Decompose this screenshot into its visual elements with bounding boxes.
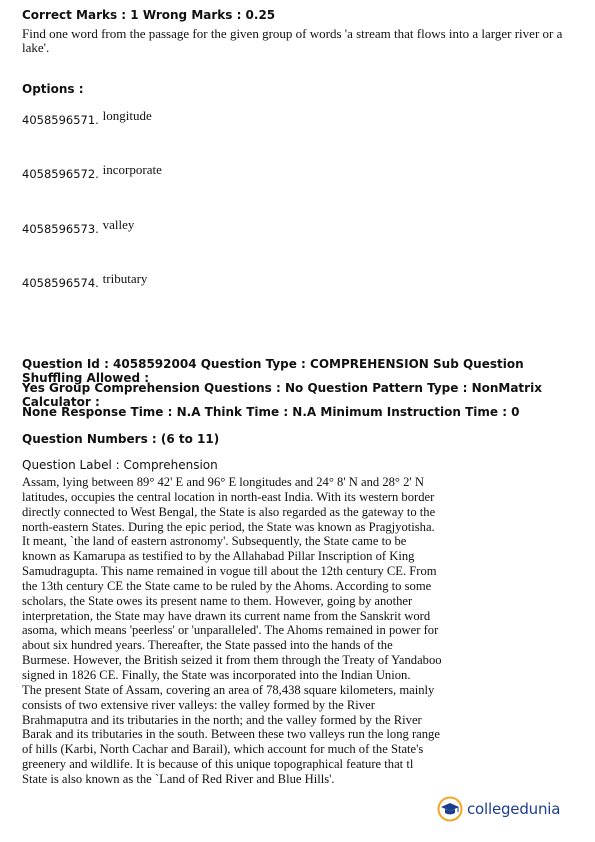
option-2[interactable] — [22, 162, 162, 182]
option-text: valley — [102, 217, 135, 232]
option-text: tributary — [102, 271, 148, 286]
option-4[interactable] — [22, 271, 148, 291]
passage-line: Brahmaputra and its tributaries in the north; and the valley formed by the River — [22, 712, 422, 727]
passage-line: about six hundred years. Thereafter, the State passed into the hands of the — [22, 638, 393, 653]
passage-line: Burmese. However, the British seized it from them through the Treaty of Yandaboo — [22, 653, 442, 668]
passage-line: interpretation, the State may have drawn its current name from the Sanskrit word — [22, 608, 431, 623]
question-text: Find one word from the passage for the given group of words 'a stream that flows into a larger river or a lake'. — [22, 26, 563, 55]
passage-line: known as Kamarupa as testified to by the Allahabad Pillar Inscription of King — [22, 549, 415, 564]
collegedunia-logo[interactable] — [437, 796, 560, 822]
question-meta-line-1: Question Id : 4058592004 Question Type : COMPREHENSION Sub Question Shuffling Allowed : — [22, 357, 524, 385]
passage-line: The present State of Assam, covering an area of 78,438 square kilometers, mainly — [22, 682, 435, 697]
passage-line: greenery and wildlife. It is because of this unique topographical feature that tl — [22, 757, 414, 772]
passage-line: Assam, lying between 89° 42' E and 96° E longitudes and 24° 8' N and 28° 2' N — [22, 475, 424, 489]
question-meta-line-2: Yes Group Comprehension Questions : No Question Pattern Type : NonMatrix Calculator : — [22, 381, 542, 409]
comprehension-passage — [22, 475, 582, 787]
option-id: 4058596573. — [22, 222, 99, 236]
options-label: Options : — [22, 82, 84, 96]
option-1[interactable] — [22, 108, 152, 128]
question-numbers: Question Numbers : (6 to 11) — [22, 432, 220, 446]
question-meta-line-3: None Response Time : N.A Think Time : N.A Minimum Instruction Time : 0 — [22, 405, 520, 419]
passage-line: the 13th century CE the State came to be ruled by the Ahoms. According to some — [22, 578, 432, 593]
passage-line: scholars, the State owes its present name to them. However, going by another — [22, 593, 413, 608]
passage-line: north-eastern States. During the epic period, the State was known as Pragjyotisha. — [22, 519, 435, 534]
passage-line: Barak and its tributaries in the south. Between these two valleys run the long range — [22, 727, 440, 742]
passage-line: directly connected to West Bengal, the State is also regarded as the gateway to the — [22, 504, 436, 519]
question-label: Question Label : Comprehension — [22, 458, 218, 472]
passage-line: It meant, `the land of eastern astronomy'. Subsequently, the State came to be — [22, 534, 407, 549]
option-text: longitude — [102, 108, 152, 123]
option-id: 4058596574. — [22, 276, 99, 290]
marks-info: Correct Marks : 1 Wrong Marks : 0.25 — [22, 8, 276, 22]
option-3[interactable] — [22, 217, 135, 237]
passage-line: Samudragupta. This name remained in vogue till about the 12th century CE. From — [22, 564, 437, 579]
passage-line: signed in 1826 CE. Finally, the State was incorporated into the Indian Union. — [22, 667, 411, 682]
passage-line: latitudes, occupies the central location in north-east India. With its western border — [22, 489, 435, 504]
passage-line: State is also known as the `Land of Red River and Blue Hills'. — [22, 771, 335, 786]
logo-text: collegedunia — [467, 800, 561, 818]
option-id: 4058596571. — [22, 113, 99, 127]
passage-line: consists of two extensive river valleys: the valley formed by the River — [22, 697, 375, 712]
passage-line: asoma, which means 'peerless' or 'unparalleled'. The Ahoms remained in power for — [22, 623, 439, 638]
option-text: incorporate — [102, 162, 162, 177]
graduation-cap-icon — [437, 796, 463, 822]
option-id: 4058596572. — [22, 167, 99, 181]
passage-line: of hills (Karbi, North Cachar and Barail), which account for much of the State's — [22, 742, 424, 757]
